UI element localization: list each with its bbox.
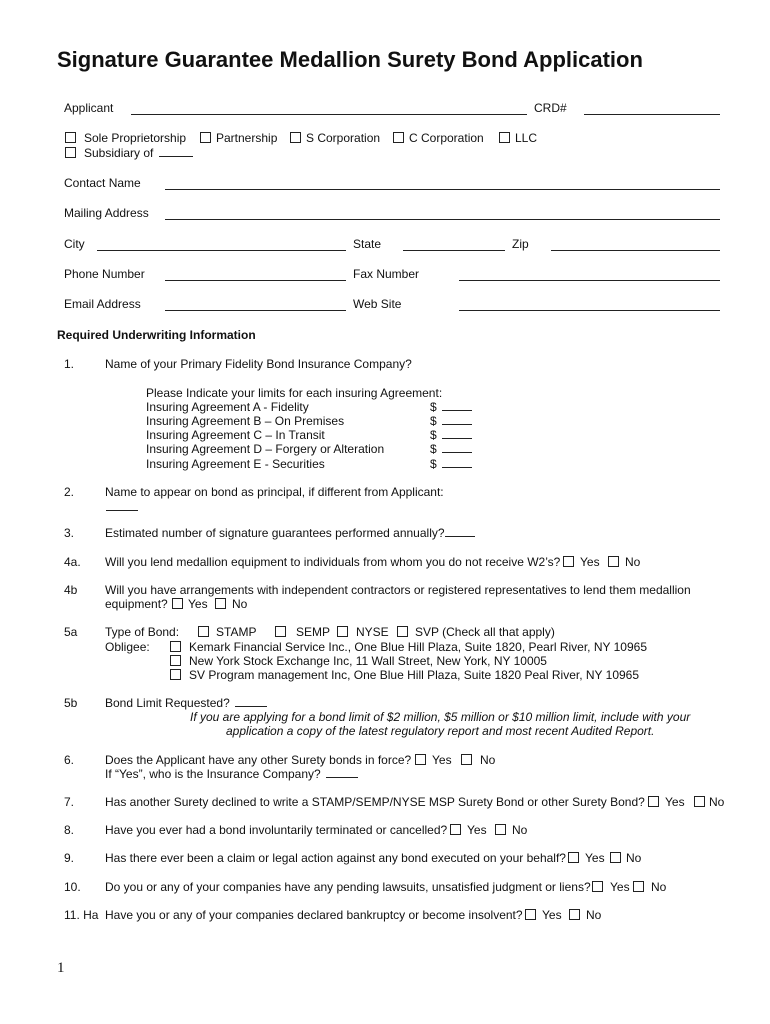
s-corporation-label: S Corporation [306,131,381,145]
q5b-text: Bond Limit Requested? [105,696,267,710]
state-field[interactable] [403,250,505,251]
q9-yes-label: Yes [585,851,605,865]
page-number: 1 [57,960,65,976]
q7-yes-checkbox[interactable] [648,796,659,807]
q10-no-label: No [651,880,667,894]
q6-no-label: No [480,753,496,767]
crd-label: CRD# [534,101,567,115]
website-field[interactable] [459,310,720,311]
section-heading: Required Underwriting Information [57,328,256,342]
q10-text: Do you or any of your companies have any pending lawsuits, unsatisfied judgment or liens? [105,880,591,894]
c-corporation-checkbox[interactable] [393,132,404,143]
agreement-c-label: Insuring Agreement C – In Transit [146,428,325,442]
q11-number: 11. Ha [64,908,99,922]
q4b-yes-label: Yes [188,597,208,611]
city-label: City [64,237,85,251]
obligee-label: Obligee: [105,640,150,654]
q4a-number: 4a. [64,555,81,569]
phone-label: Phone Number [64,267,145,281]
s-corporation-checkbox[interactable] [290,132,301,143]
q4a-text: Will you lend medallion equipment to individuals from whom you do not receive W2’s? [105,555,561,569]
q11-yes-label: Yes [542,908,562,922]
q10-yes-checkbox[interactable] [592,881,603,892]
q1-number: 1. [64,357,75,371]
bond-limit-field[interactable] [235,696,267,707]
obligee-sv-label: SV Program management Inc, One Blue Hill Plaza, Suite 1820 Peal River, NY 10965 [189,668,640,682]
applicant-label: Applicant [64,101,114,115]
q5b-number: 5b [64,696,78,710]
semp-checkbox[interactable] [275,626,286,637]
agreement-d-label: Insuring Agreement D – Forgery or Alteration [146,442,385,456]
q6-yes-checkbox[interactable] [415,754,426,765]
q3-text: Estimated number of signature guarantees performed annually? [105,526,475,540]
q7-no-label: No [709,795,725,809]
q2-number: 2. [64,485,75,499]
q11-yes-checkbox[interactable] [525,909,536,920]
q10-no-checkbox[interactable] [633,881,644,892]
q8-yes-label: Yes [467,823,487,837]
semp-label: SEMP [296,625,331,639]
svp-label: SVP (Check all that apply) [415,625,555,639]
q3-number: 3. [64,526,75,540]
q11-no-checkbox[interactable] [569,909,580,920]
q8-yes-checkbox[interactable] [450,824,461,835]
obligee-nyse-label: New York Stock Exchange Inc, 11 Wall Street, New York, NY 10005 [189,654,547,668]
q10-yes-label: Yes [610,880,630,894]
website-label: Web Site [353,297,402,311]
fax-label: Fax Number [353,267,420,281]
q4a-no-checkbox[interactable] [608,556,619,567]
agreement-e-amount: $ [430,457,472,471]
q4b-text: Will you have arrangements with independent contractors or registered representatives to lend them medallion [105,583,691,597]
agreement-b-label: Insuring Agreement B – On Premises [146,414,345,428]
contact-name-label: Contact Name [64,176,141,190]
agreement-e-field[interactable] [442,457,472,468]
q4b-no-label: No [232,597,248,611]
subsidiary-field[interactable] [159,146,193,157]
q11-text: Have you or any of your companies declared bankruptcy or become insolvent? [105,908,523,922]
q7-no-checkbox[interactable] [694,796,705,807]
llc-checkbox[interactable] [499,132,510,143]
agreement-d-amount: $ [430,442,472,456]
q11-no-label: No [586,908,602,922]
q6-no-checkbox[interactable] [461,754,472,765]
subsidiary-label: Subsidiary of [84,146,193,160]
agreement-d-field[interactable] [442,442,472,453]
c-corporation-label: C Corporation [409,131,484,145]
q5a-number: 5a [64,625,78,639]
q6-yes-label: Yes [432,753,452,767]
q10-number: 10. [64,880,81,894]
q4a-yes-label: Yes [580,555,600,569]
subsidiary-checkbox[interactable] [65,147,76,158]
limits-intro: Please Indicate your limits for each insuring Agreement: [146,386,443,400]
agreement-b-field[interactable] [442,414,472,425]
stamp-checkbox[interactable] [198,626,209,637]
state-label: State [353,237,382,251]
q9-no-checkbox[interactable] [610,852,621,863]
nyse-label: NYSE [356,625,389,639]
bond-type-label: Type of Bond: [105,625,180,639]
q4b-no-checkbox[interactable] [215,598,226,609]
q3-field[interactable] [445,526,475,537]
phone-field[interactable] [165,280,346,281]
sole-proprietorship-checkbox[interactable] [65,132,76,143]
q8-no-label: No [512,823,528,837]
q4b-text-2: equipment? [105,597,168,611]
q6-text: Does the Applicant have any other Surety bonds in force? [105,753,412,767]
q6-number: 6. [64,753,75,767]
agreement-a-field[interactable] [442,400,472,411]
city-field[interactable] [97,250,346,251]
zip-label: Zip [512,237,529,251]
mailing-address-field[interactable] [165,219,720,220]
q5b-note-1: If you are applying for a bond limit of $2 million, $5 million or $10 million limit, include with your [190,710,691,724]
agreement-a-amount: $ [430,400,472,414]
q6-text-2: If “Yes”, who is the Insurance Company? [105,767,358,781]
partnership-checkbox[interactable] [200,132,211,143]
llc-label: LLC [515,131,538,145]
crd-field[interactable] [584,114,720,115]
q4a-yes-checkbox[interactable] [563,556,574,567]
email-field[interactable] [165,310,346,311]
stamp-label: STAMP [216,625,257,639]
q7-text: Has another Surety declined to write a STAMP/SEMP/NYSE MSP Surety Bond or other Surety Bond? [105,795,645,809]
q9-number: 9. [64,851,75,865]
q8-no-checkbox[interactable] [495,824,506,835]
obligee-kemark-checkbox[interactable] [170,641,181,652]
email-label: Email Address [64,297,141,311]
obligee-kemark-label: Kemark Financial Service Inc., One Blue Hill Plaza, Suite 1820, Pearl River, NY 10965 [189,640,648,654]
svp-checkbox[interactable] [397,626,408,637]
q4b-yes-checkbox[interactable] [172,598,183,609]
agreement-b-amount: $ [430,414,472,428]
q4a-no-label: No [625,555,641,569]
q1-text: Name of your Primary Fidelity Bond Insurance Company? [105,357,412,371]
applicant-field[interactable] [131,114,527,115]
q8-number: 8. [64,823,75,837]
q2-field[interactable] [106,510,138,511]
partnership-label: Partnership [216,131,278,145]
q2-text: Name to appear on bond as principal, if different from Applicant: [105,485,444,499]
fax-field[interactable] [459,280,720,281]
q5b-note-2: application a copy of the latest regulatory report and most recent Audited Report. [226,724,655,738]
page-title: Signature Guarantee Medallion Surety Bond Application [57,47,643,72]
nyse-checkbox[interactable] [337,626,348,637]
q8-text: Have you ever had a bond involuntarily terminated or cancelled? [105,823,448,837]
q4b-number: 4b [64,583,78,597]
sole-proprietorship-label: Sole Proprietorship [84,131,187,145]
agreement-e-label: Insuring Agreement E - Securities [146,457,325,471]
contact-name-field[interactable] [165,189,720,190]
q7-yes-label: Yes [665,795,685,809]
agreement-c-amount: $ [430,428,472,442]
agreement-c-field[interactable] [442,428,472,439]
zip-field[interactable] [551,250,720,251]
q9-yes-checkbox[interactable] [568,852,579,863]
mailing-address-label: Mailing Address [64,206,149,220]
obligee-sv-checkbox[interactable] [170,669,181,680]
q6-insurer-field[interactable] [326,767,358,778]
agreement-a-label: Insuring Agreement A - Fidelity [146,400,309,414]
q9-no-label: No [626,851,642,865]
q7-number: 7. [64,795,75,809]
obligee-nyse-checkbox[interactable] [170,655,181,666]
q9-text: Has there ever been a claim or legal action against any bond executed on your behalf? [105,851,566,865]
